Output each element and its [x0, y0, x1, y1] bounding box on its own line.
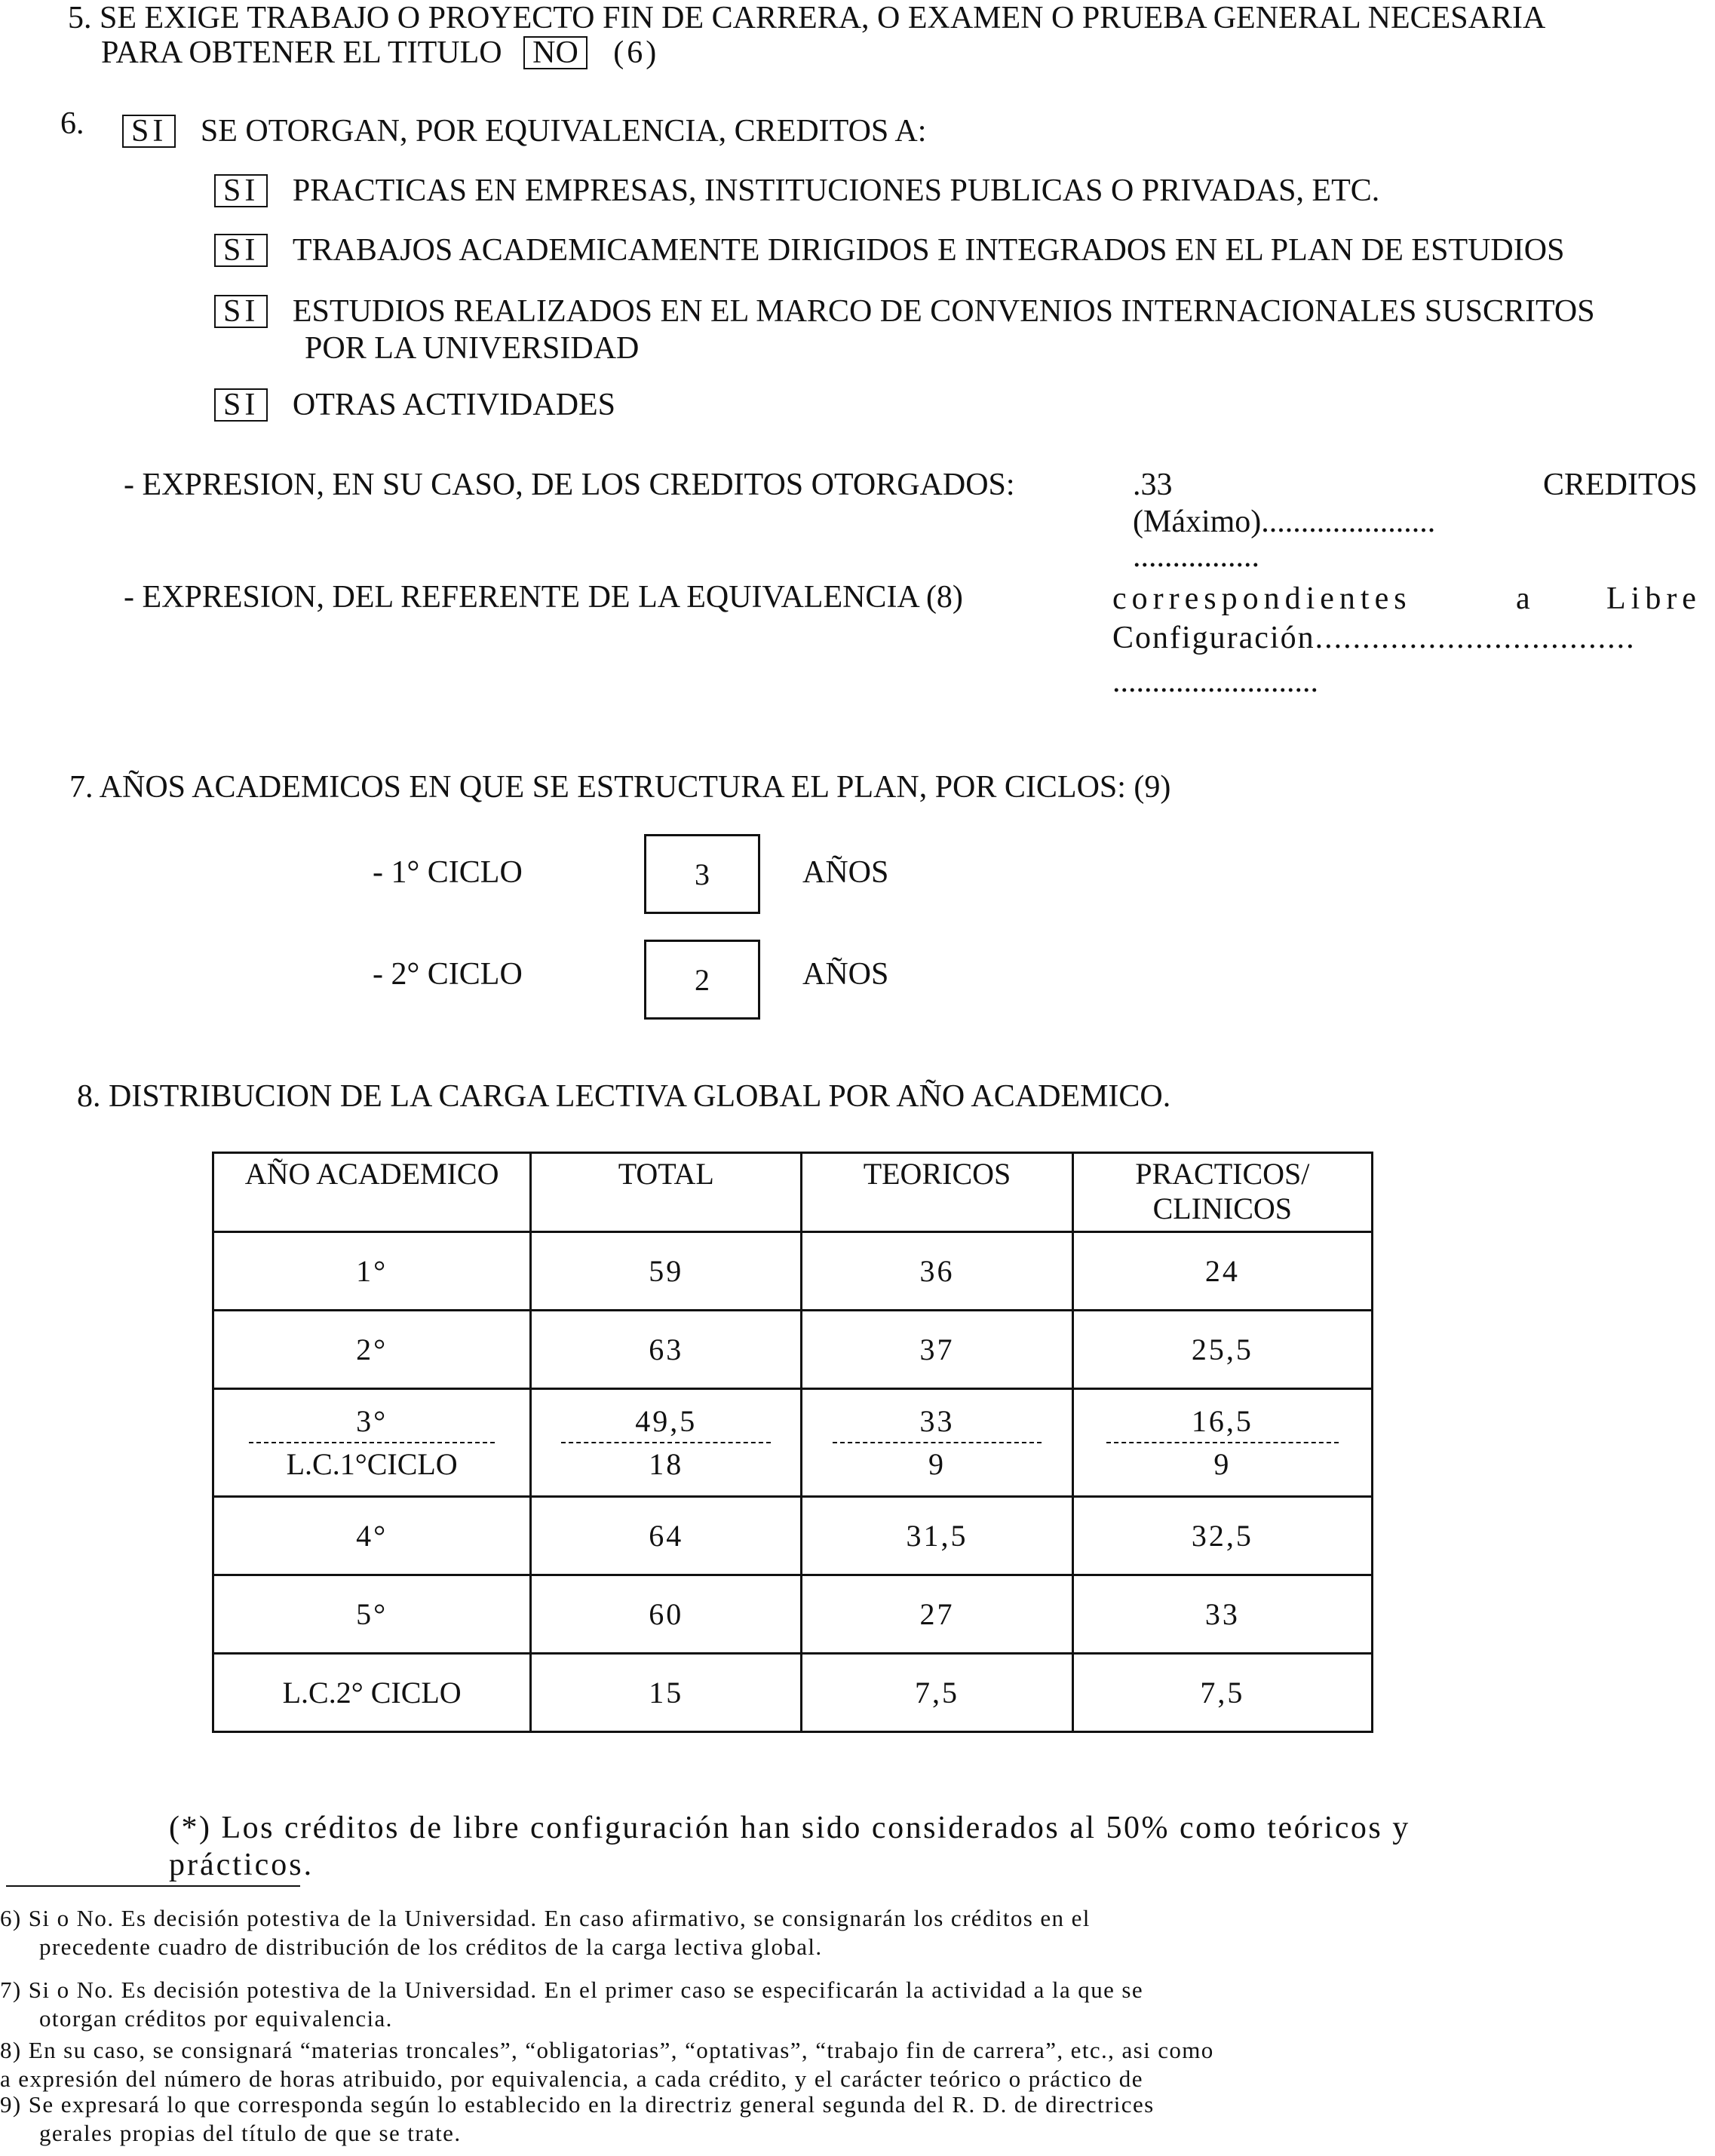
- cell-total: 15: [531, 1654, 802, 1732]
- cell-teoricos: 37: [802, 1311, 1072, 1389]
- header-teoricos: TEORICOS: [802, 1153, 1072, 1232]
- header-practicos-l2: CLINICOS: [1152, 1191, 1293, 1225]
- table-row: [213, 1654, 1373, 1732]
- header-total: TOTAL: [531, 1153, 802, 1232]
- header-practicos-l1: PRACTICOS/: [1135, 1157, 1310, 1191]
- item-3-checkbox: SI: [214, 295, 268, 328]
- footnote-7-line1: 7) Si o No. Es decisión potestiva de la Universidad. En el primer caso se especificarán la actividad a la que se: [0, 1977, 1144, 2003]
- item-2-checkbox: SI: [214, 234, 268, 267]
- cell-teoricos-split: [802, 1389, 1072, 1497]
- cycle-1-years-value: 3: [695, 857, 710, 891]
- footnote-6-line1: 6) Si o No. Es decisión potestiva de la Universidad. En caso afirmativo, se consignarán los créditos en el: [0, 1905, 1091, 1931]
- expr-creditos-label: - EXPRESION, EN SU CASO, DE LOS CREDITOS OTORGADOS:: [124, 468, 1015, 502]
- section-7-title: 7. AÑOS ACADEMICOS EN QUE SE ESTRUCTURA EL PLAN, POR CICLOS: (9): [69, 770, 1171, 805]
- expr-referente-label: - EXPRESION, DEL REFERENTE DE LA EQUIVALENCIA (8): [124, 580, 963, 615]
- cell-practicos-lc: 9: [1213, 1447, 1232, 1481]
- cell-total: 63: [531, 1311, 802, 1389]
- footnote-8-line1: 8) En su caso, se consignará “materias troncales”, “obligatorias”, “optativas”, “trabajo fin de carrera”, etc., asi como: [0, 2037, 1214, 2063]
- cell-ano: 1°: [213, 1232, 531, 1311]
- table-row: [213, 1232, 1373, 1311]
- section-8-title: 8. DISTRIBUCION DE LA CARGA LECTIVA GLOBAL POR AÑO ACADEMICO.: [77, 1079, 1171, 1114]
- cell-total: 60: [531, 1575, 802, 1654]
- footnote-6-line2: precedente cuadro de distribución de los créditos de la carga lectiva global.: [39, 1934, 823, 1960]
- cell-teoricos: 36: [802, 1232, 1072, 1311]
- expr-referente-w1: correspondientes: [1112, 581, 1412, 616]
- cell-ano-split: [213, 1389, 531, 1497]
- cell-ano: 2°: [213, 1311, 531, 1389]
- section-6-item-1: [214, 173, 1379, 209]
- footnote-9-line2: gerales propias del título de que se trate.: [39, 2120, 462, 2146]
- footnote-separator: [6, 1885, 300, 1887]
- item-1-checkbox: SI: [214, 174, 268, 207]
- expr-referente-line3: ..........................: [1112, 664, 1318, 699]
- cell-total: 59: [531, 1232, 802, 1311]
- section-6-item-2: [214, 232, 1564, 268]
- section-6-checkbox: SI: [122, 115, 176, 148]
- cell-ano: 5°: [213, 1575, 531, 1654]
- cell-total-lc: 18: [649, 1447, 684, 1481]
- expr-referente-w3: Libre: [1606, 581, 1701, 616]
- expr-creditos-unit: CREDITOS: [1543, 468, 1698, 502]
- footnote-9-line1: 9) Se expresará lo que corresponda según lo establecido en la directriz general segunda del R. D. de directrices: [0, 2091, 1155, 2118]
- cell-teoricos: 31,5: [802, 1497, 1072, 1575]
- dashed-divider: [561, 1442, 771, 1443]
- cycle-2-label: - 2° CICLO: [373, 957, 523, 992]
- dashed-divider: [249, 1442, 495, 1443]
- item-2-text: TRABAJOS ACADEMICAMENTE DIRIGIDOS E INTEGRADOS EN EL PLAN DE ESTUDIOS: [292, 233, 1565, 268]
- section-6-item-4: [214, 387, 615, 423]
- section-5-line2-text: PARA OBTENER EL TITULO: [101, 35, 502, 70]
- dashed-divider: [833, 1442, 1042, 1443]
- expr-creditos-line3: ................: [1133, 539, 1259, 574]
- header-ano: AÑO ACADEMICO: [213, 1153, 531, 1232]
- expr-creditos-value: .33: [1133, 468, 1173, 502]
- item-1-text: PRACTICAS EN EMPRESAS, INSTITUCIONES PUBLICAS O PRIVADAS, ETC.: [292, 173, 1380, 208]
- cell-total: 64: [531, 1497, 802, 1575]
- section-5-ref: (6): [613, 35, 660, 70]
- cell-ano: L.C.2° CICLO: [213, 1654, 531, 1732]
- cell-ano-lc: L.C.1°CICLO: [286, 1447, 458, 1481]
- cell-ano: 3°: [356, 1404, 388, 1438]
- cycle-2-years-value: 2: [695, 962, 710, 997]
- cell-practicos: 7,5: [1072, 1654, 1372, 1732]
- cycle-1-unit: AÑOS: [802, 855, 889, 890]
- cell-ano: 4°: [213, 1497, 531, 1575]
- carga-lectiva-table: [212, 1152, 1373, 1733]
- item-4-text: OTRAS ACTIVIDADES: [292, 388, 616, 422]
- section-5-line2: [101, 35, 659, 71]
- section-6-title: SE OTORGAN, POR EQUIVALENCIA, CREDITOS A:: [200, 114, 927, 149]
- table-row: [213, 1497, 1373, 1575]
- footnote-7: [0, 1976, 1667, 2033]
- table-row: [213, 1575, 1373, 1654]
- cell-practicos: 16,5: [1191, 1404, 1253, 1438]
- footnote-7-line2: otorgan créditos por equivalencia.: [39, 2005, 393, 2032]
- cell-total: 49,5: [635, 1404, 698, 1438]
- cycle-1-label: - 1° CICLO: [373, 855, 523, 890]
- cell-practicos: 32,5: [1072, 1497, 1372, 1575]
- cycle-2-years-box: [644, 940, 760, 1020]
- cell-teoricos: 33: [919, 1404, 955, 1438]
- cycle-1-years-box: [644, 834, 760, 914]
- cell-total-split: [531, 1389, 802, 1497]
- header-practicos: [1072, 1153, 1372, 1232]
- footnote-8: [0, 2036, 1667, 2093]
- section-6-heading: [122, 113, 926, 149]
- section-5-checkbox-no: NO: [523, 36, 588, 69]
- cell-practicos: 24: [1072, 1232, 1372, 1311]
- cell-practicos: 25,5: [1072, 1311, 1372, 1389]
- dashed-divider: [1106, 1442, 1339, 1443]
- cell-teoricos: 7,5: [802, 1654, 1072, 1732]
- section-5-line1: 5. SE EXIGE TRABAJO O PROYECTO FIN DE CARRERA, O EXAMEN O PRUEBA GENERAL NECESARIA: [68, 1, 1546, 35]
- footnote-8-line2: a expresión del número de horas atribuido, por equivalencia, a cada crédito, y el carácter teórico o práctico de: [0, 2066, 1143, 2092]
- footnote-6: [0, 1904, 1667, 1961]
- note-line2: prácticos.: [169, 1848, 314, 1882]
- note-line1: (*) Los créditos de libre configuración han sido considerados al 50% como teóricos y: [169, 1811, 1410, 1845]
- section-6-number: 6.: [60, 106, 84, 141]
- cycle-2-unit: AÑOS: [802, 957, 889, 992]
- table-row-split: [213, 1389, 1373, 1497]
- cell-practicos-split: [1072, 1389, 1372, 1497]
- expr-referente-w2: a: [1516, 581, 1536, 616]
- table-row: [213, 1311, 1373, 1389]
- item-4-checkbox: SI: [214, 388, 268, 422]
- expr-referente-line2: Configuración..................................: [1112, 621, 1636, 655]
- cell-teoricos-lc: 9: [928, 1447, 946, 1481]
- item-3-text: ESTUDIOS REALIZADOS EN EL MARCO DE CONVENIOS INTERNACIONALES SUSCRITOS: [292, 294, 1595, 329]
- section-6-item-3: [214, 293, 1595, 330]
- cell-teoricos: 27: [802, 1575, 1072, 1654]
- expr-creditos-line2: (Máximo)......................: [1133, 504, 1436, 539]
- table-header-row: [213, 1153, 1373, 1232]
- cell-practicos: 33: [1072, 1575, 1372, 1654]
- footnote-9: [0, 2090, 1667, 2148]
- section-6-item-3-cont: POR LA UNIVERSIDAD: [305, 331, 640, 366]
